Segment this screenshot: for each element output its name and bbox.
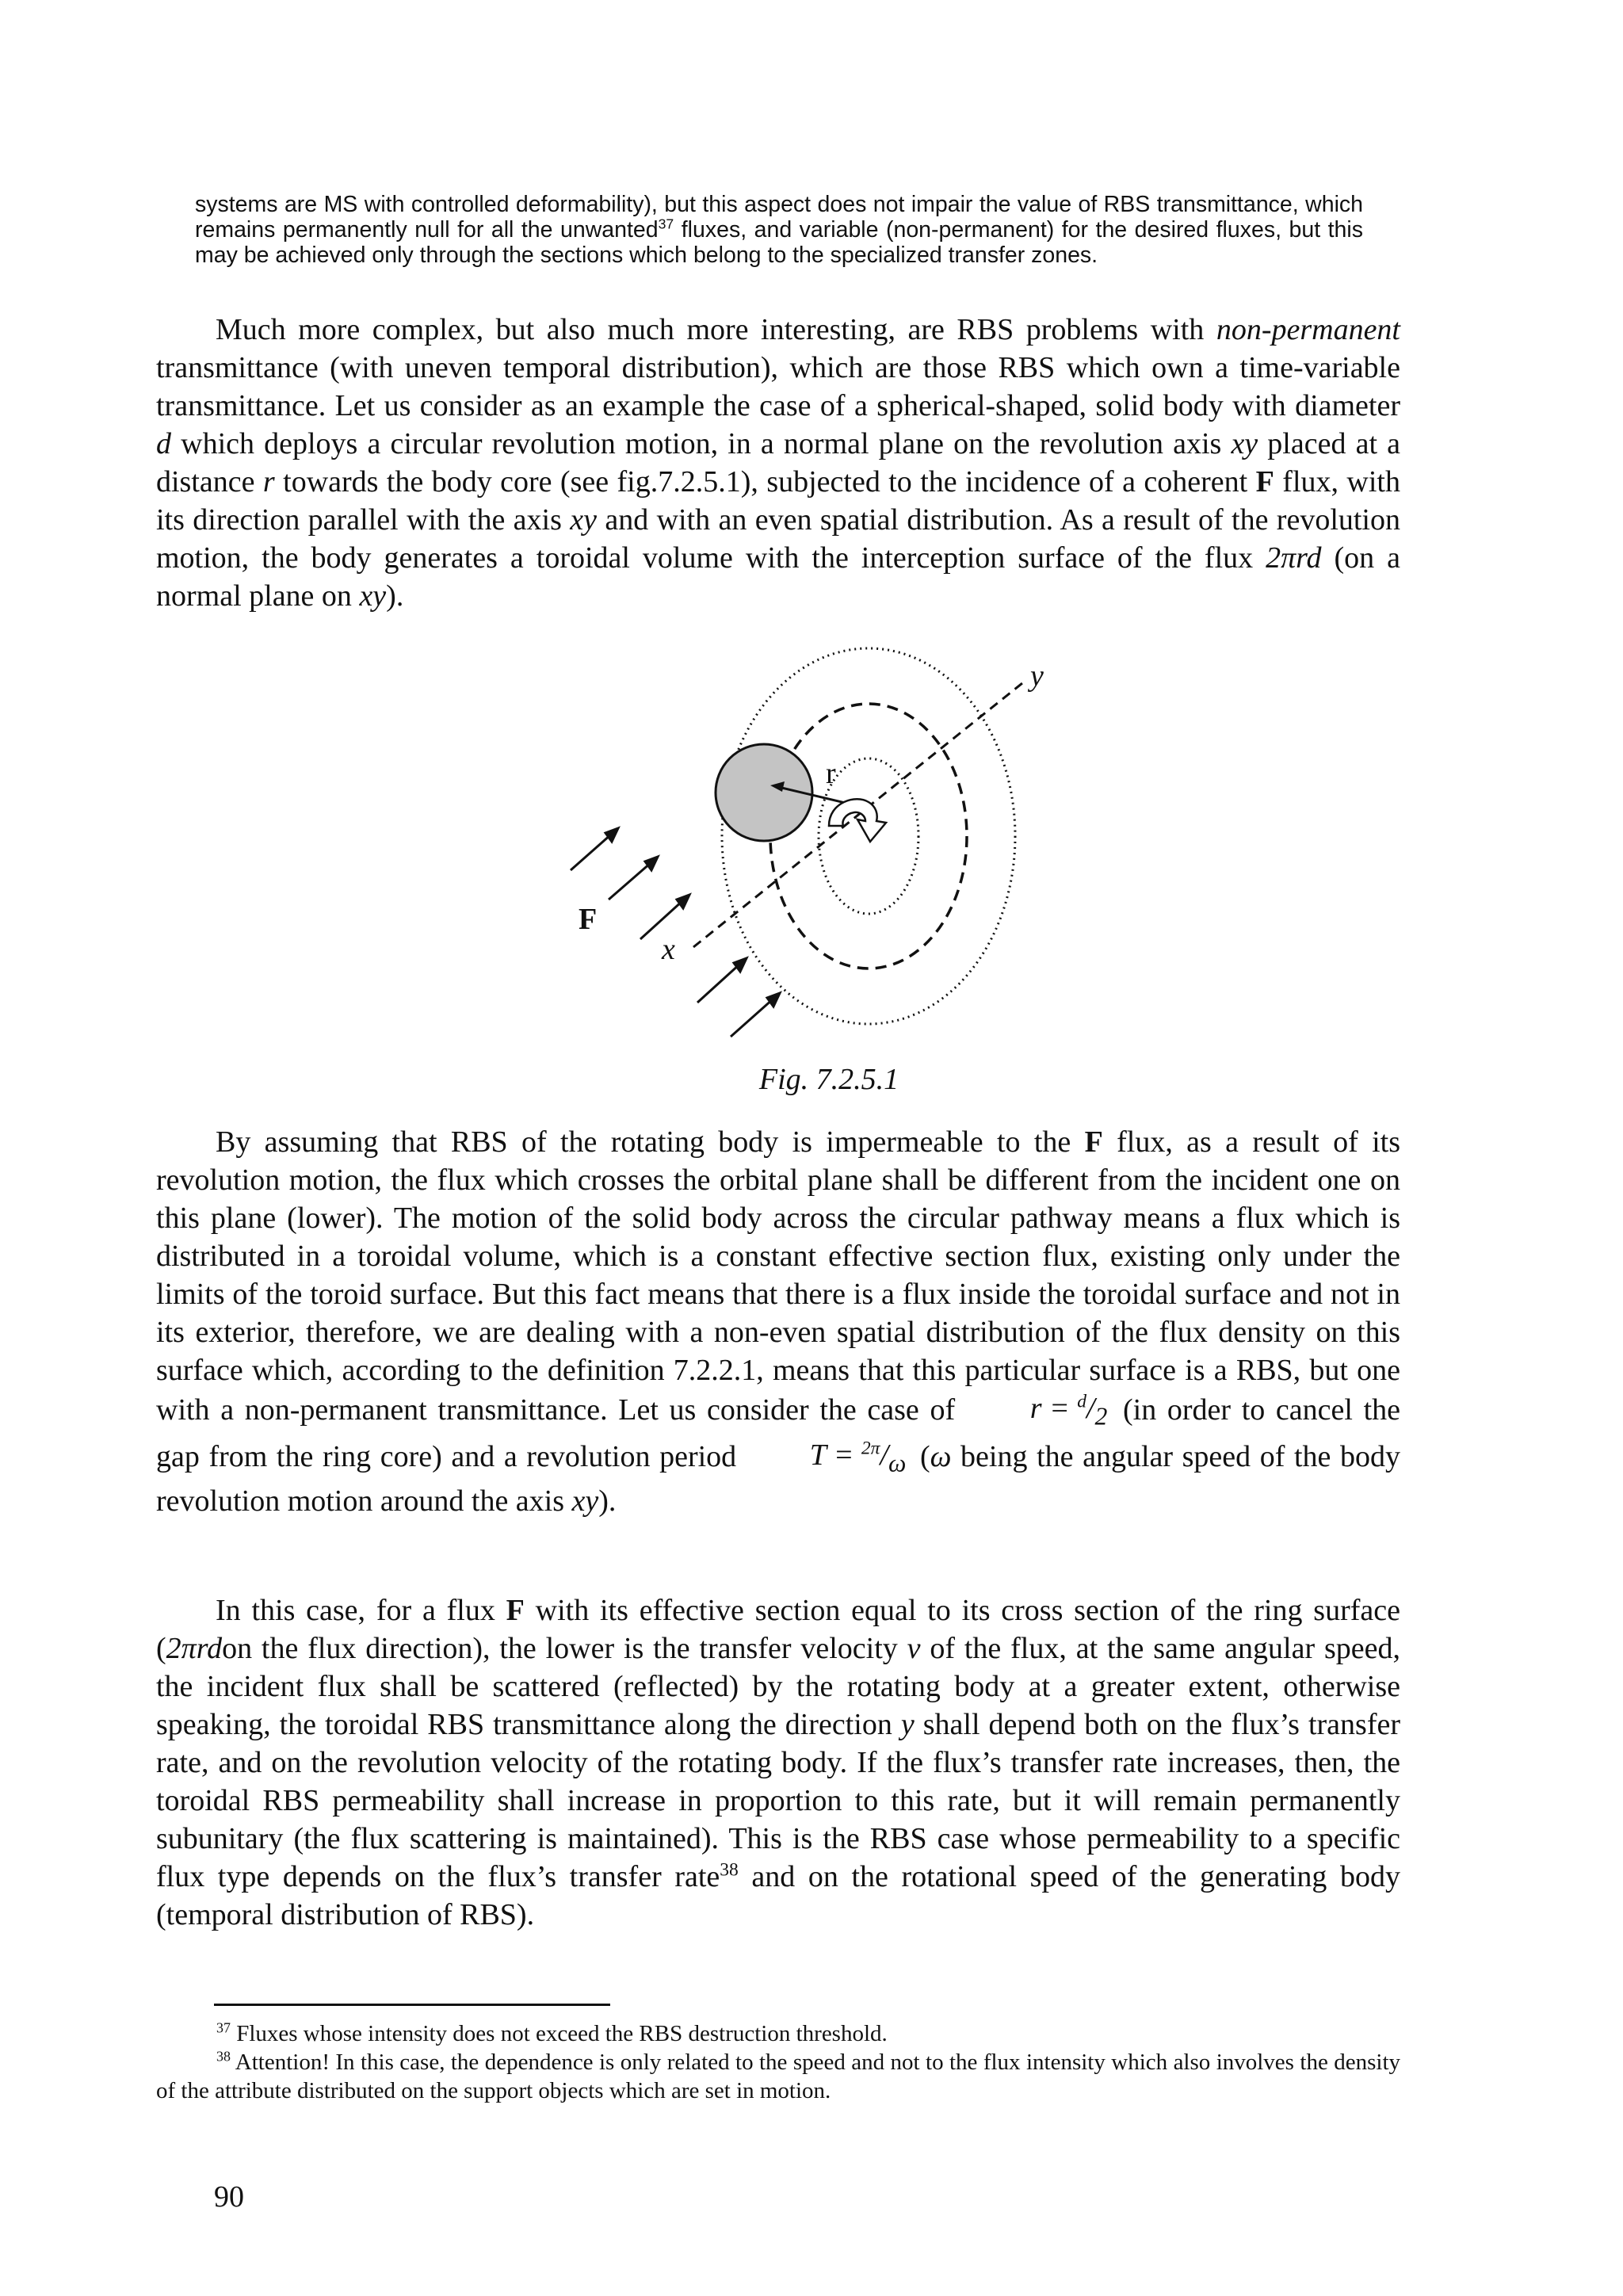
label-F: F [579,903,598,936]
footnotes [156,2019,1400,2105]
flux-arrows [571,828,780,1037]
revolution-diagram [515,618,1086,1062]
page-number: 90 [214,2180,244,2214]
continued-footnote-text: systems are MS with controlled deformability), but this aspect does not impair the value of RBS transmittance, which remains permanently null for all the unwanted$^{37}$ fluxes, and variable (non-permanent) for the desired fluxes, but this may be achieved only through the sections which belong to the specialized transfer zones. [195,192,1363,268]
paragraph-3: In this case, for a flux F with its effective section equal to its cross section of the ring surface (2πrdon the flux direction), the lower is the transfer velocity v of the flux, at the same angular speed, the incident flux shall be scattered (reflected) by the rotating body at a greater extent, otherwise speaking, the toroidal RBS transmittance along the direction y shall depend both on the flux’s transfer rate, and on the revolution velocity of the rotating body. If the flux’s transfer rate increases, then, the toroidal RBS permeability shall increase in proportion to this rate, but it will remain permanently subunitary (the flux scattering is maintained). This is the RBS case whose permeability to a specific flux type depends on the flux’s transfer rate$^{38}$ and on the rotational speed of the generating body (temporal distribution of RBS). [156,1594,1401,1931]
label-y: y [1030,659,1044,693]
footnote-37: $^{37}$ Fluxes whose intensity does not exceed the RBS destruction threshold. [216,2019,888,2046]
label-x: x [662,933,675,966]
paragraph-1: Much more complex, but also much more interesting, are RBS problems with non-permanent transmittance (with uneven temporal distribution), which are those RBS which own a time-variable transmittance. Let us consider as an example the case of a spherical-shaped, solid body with diameter d which deploys a circular revolution motion, in a normal plane on the revolution axis xy placed at a distance r towards the body core (see fig.7.2.5.1), subjected to the incidence of a coherent F flux, with its direction parallel with the axis xy and with an even spatial distribution. As a result of the revolution motion, the body generates a toroidal volume with the interception surface of the flux 2πrd (on a normal plane on xy). [156,313,1401,613]
footnote-separator [214,2004,610,2006]
figure-caption: Fig. 7.2.5.1 [758,1063,899,1096]
formula-r-equals-d-over-2: $r = ^d/_2$ [1029,1391,1108,1431]
paragraph-2: By assuming that RBS of the rotating body is impermeable to the F flux, as a result of its revolution motion, the flux which crosses the orbital plane shall be different from the incident one on this plane (lower). The motion of the solid body across the circular pathway means a flux which is distributed in a toroidal volume, which is a constant effective section flux, existing only under the limits of the toroid surface. But this fact means that there is a flux inside the toroidal surface and not in its exterior, therefore, we are dealing with a non-even spatial distribution of the flux density on this surface which, according to the definition 7.2.2.1, means that this particular surface is a RBS, but one with a non-permanent transmittance. Let us consider the case of $r = ^d/_2$ (in order to cancel the gap from the ring core) and a revolution period $T = ^{2\pi}/_\omega$ (ω being the angular speed of the body revolution motion around the axis xy). [156,1125,1401,1519]
rotation-arrow-icon [829,799,886,842]
label-r: r [826,757,836,790]
formula-period: $T = ^{2\pi}/_\omega$ [809,1437,907,1477]
figure-7-2-5-1 [515,618,1086,1062]
footnote-38: $^{38}$ Attention! In this case, the dependence is only related to the speed and not to the flux intensity which also involves the density of the attribute distributed on the support objects which are set in motion. [156,2048,1400,2103]
